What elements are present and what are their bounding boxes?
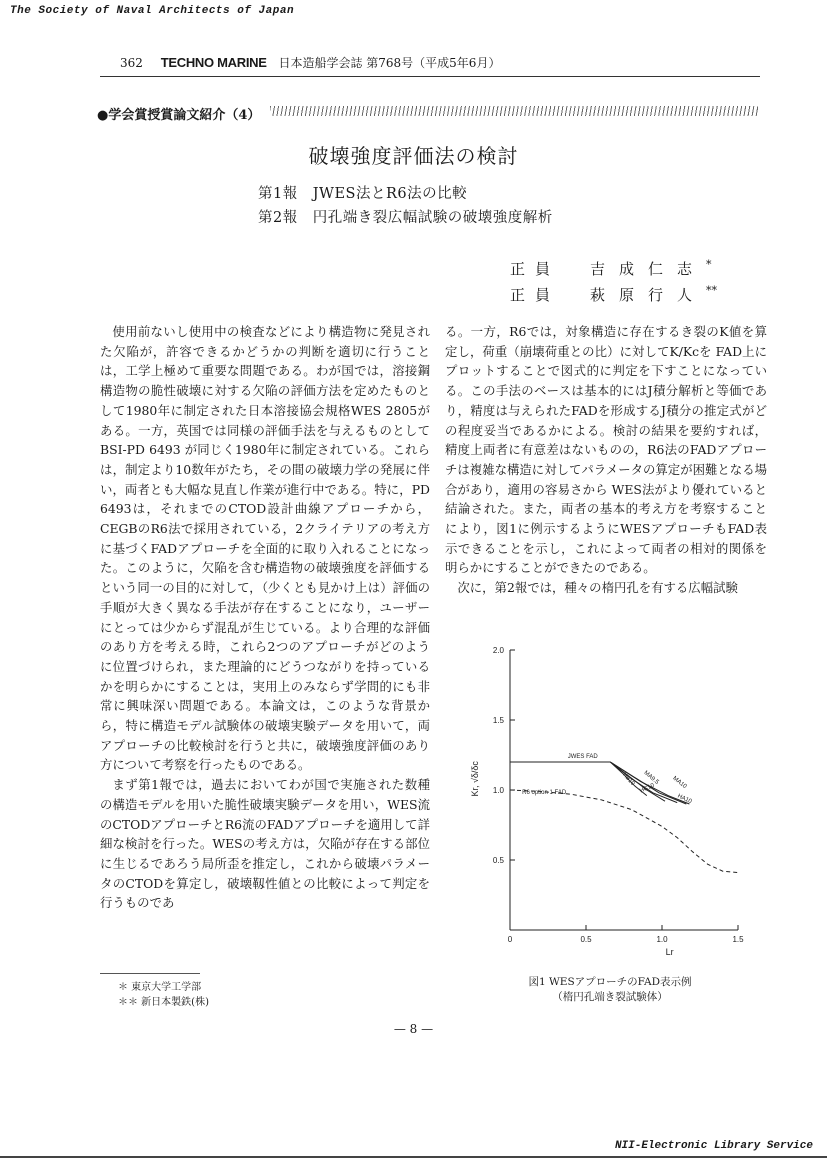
y-tick-label: 0.5 bbox=[492, 856, 504, 865]
section-tag: ●学会賞授賞論文紹介（4） bbox=[97, 108, 261, 123]
subtitle-part-1: 第1報 JWES法とR6法の比較 bbox=[258, 186, 468, 202]
x-tick-label: 1.5 bbox=[732, 935, 744, 944]
running-header bbox=[120, 54, 500, 71]
journal-issue: 日本造船学会誌 第768号（平成5年6月） bbox=[278, 56, 501, 70]
nii-footer: NII-Electronic Library Service bbox=[614, 1140, 813, 1152]
bottom-rule bbox=[0, 1156, 827, 1158]
body-paragraph: 使用前ないし使用中の検査などにより構造物に発見された欠陥が，許容できるかどうかの判断を適切に行うことは，工学上極めて重要な問題である。わが国では，溶接鋼構造物の脆性破壊に対する欠陥の評価方法を定めたものとして1980年に制定された日本溶接協会規格WES 2805がある。一方，英国では同様の評価手法を与えるものとして BSI-PD 6493 が同じく1980年に制定されている。これらは，制定より10数年がたち，その間の破壊力学の発展に伴い，両者とも大幅な見直し作業が進行中である。特に，PD 6493は，それまでのCTOD設計曲線アプローチから，CEGBのR6法で採用されている，2クライテリアの考え方に基づくFADアプローチを全面的に取り入れることになった。このように，欠陥を含む構造物の破壊強度を評価するという同一の目的に対して，（少くとも見かけ上は）評価の手順が大きく異なる手法が存在することになり，ユーザーにとっては少からず混乱が生じている。より合理的な評価のあり方を考える時，これら2つのアプローチがどのように位置づけられ，また理論的にどうつながりを持っているかを明らかにすることは，実用上のみならず学問的にも非常に興味深い問題である。本論文は，このような背景から，特に構造モデル試験体の破壊実験データを用いて，両アプローチの比較検討を行うと共に，破壊強度評価のあり方について考察を行ったものである。 bbox=[100, 324, 430, 773]
article-title: 破壊強度評価法の検討 bbox=[308, 144, 519, 168]
body-paragraph: 次に，第2報では，種々の楕円孔を有する広幅試験 bbox=[457, 580, 738, 596]
body-column-left bbox=[100, 322, 430, 913]
body-paragraph: る。一方，R6では，対象構造に存在するき裂のK値を算定し，荷重（崩壊荷重との比）に対してK/Kcを FAD上にプロットすることで図式的に判定を下すことになっている。この手法のベースは基本的にはJ積分解析と等価であり，精度は与えられたFADを形成するJ積分の推定式がどの程度妥当であるかによる。検討の結果を要約すれば，精度上両者に有意差はないものの，R6法のFADアプローチは複雑な構造に対してパラメータの算定が困難となる場合があり，適用の容易さから WES法がより優れていると結論された。また，両者の基本的考え方を考察することにより，図1に例示するようにWESアプローチもFAD表示できることを示し，これによって両者の相対的関係を明らかにすることができたのである。 bbox=[445, 324, 767, 576]
page-number: — 8 — bbox=[393, 1022, 434, 1036]
x-tick-label: 1.0 bbox=[656, 935, 668, 944]
author-rank: 正員 bbox=[510, 286, 561, 304]
header-rule bbox=[100, 76, 760, 77]
series-label: HA10 bbox=[676, 793, 693, 806]
figure-caption-sub: （楕円孔端き裂試験体） bbox=[552, 991, 668, 1003]
figure-caption: 図1 WESアプローチのFAD表示例 bbox=[528, 976, 692, 988]
author-mark: ** bbox=[706, 284, 718, 297]
author-2 bbox=[510, 284, 717, 305]
author-name: 萩原行人 bbox=[590, 286, 707, 304]
x-tick-label: 0 bbox=[507, 935, 513, 944]
series-label: JWES FAD bbox=[567, 753, 598, 760]
series-label: HC10 bbox=[639, 782, 656, 795]
y-tick-label: 2.0 bbox=[492, 646, 504, 655]
author-mark: * bbox=[706, 258, 712, 271]
series-line bbox=[510, 790, 738, 873]
society-banner: The Society of Naval Architects of Japan bbox=[10, 5, 295, 17]
y-axis-label: Kr, √δ/δc bbox=[470, 761, 480, 797]
subtitle-part-2: 第2報 円孔端き裂広幅試験の破壊強度解析 bbox=[258, 210, 553, 226]
body-column-right bbox=[445, 322, 767, 598]
x-axis-label: Lr bbox=[665, 947, 674, 957]
series-label: MA9.5 bbox=[642, 770, 660, 786]
footnote-1: ＊ 東京大学工学部 bbox=[118, 982, 202, 993]
page-number-header: 362 bbox=[120, 56, 143, 70]
section-hatch-rule bbox=[270, 106, 758, 116]
author-rank: 正員 bbox=[510, 260, 561, 278]
series-label: HB10 bbox=[620, 771, 636, 788]
footnote-rule bbox=[100, 973, 200, 974]
y-tick-label: 1.0 bbox=[492, 786, 504, 795]
author-name: 吉成仁志 bbox=[590, 260, 707, 278]
x-tick-label: 0.5 bbox=[580, 935, 592, 944]
series-label: R6 option 1 FAD bbox=[522, 790, 567, 797]
author-1 bbox=[510, 258, 712, 279]
journal-brand: TECHNO MARINE bbox=[160, 55, 267, 70]
y-tick-label: 1.5 bbox=[492, 716, 504, 725]
series-label: MA10 bbox=[671, 775, 688, 791]
body-paragraph: まず第1報では，過去においてわが国で実施された数種の構造モデルを用いた脆性破壊実験データを用い，WES流のCTODアプローチとR6流のFADアプローチを適用して詳細な検討を行った。WESの考え方は，欠陥が存在する部位に生じるであろう局所歪を推定し，これから破壊パラメータのCTODを算定し，破壊靱性値との比較によって判定を行うものであ bbox=[100, 777, 430, 911]
footnote-2: ＊＊ 新日本製鉄(株) bbox=[118, 997, 209, 1008]
fad-chart bbox=[458, 640, 768, 960]
